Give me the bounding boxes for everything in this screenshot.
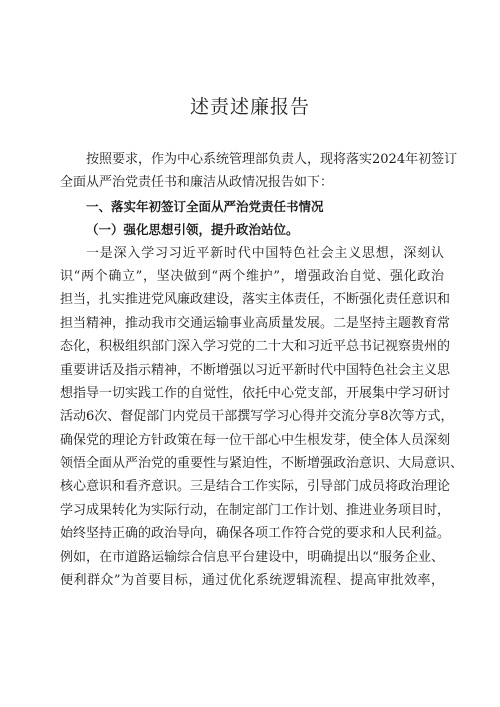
- document-body: [60, 148, 464, 592]
- body-line: 学习成果转化为实际行动，在制定部门工作计划、推进业务项目时，: [60, 502, 451, 518]
- body-line: 担当，扎实推进党风廉政建设，落实主体责任，不断强化责任意识和: [60, 292, 451, 308]
- subsection-heading: （一）强化思想引领，提升政治站位。: [86, 222, 299, 238]
- body-line: 想指导一切实践工作的自觉性，依托中心党支部，开展集中学习研讨: [60, 385, 451, 401]
- body-line: 按照要求，作为中心系统管理部负责人，现将落实2024年初签订: [86, 152, 458, 167]
- body-line: 例如，在市道路运输综合信息平台建设中，明确提出以“服务企业、: [60, 549, 444, 565]
- body-line: 重要讲话及指示精神，不断增强以习近平新时代中国特色社会主义思: [60, 362, 451, 378]
- body-line: 态化，积极组织部门深入学习党的二十大和习近平总书记视察贵州的: [60, 339, 451, 355]
- body-line: 一是深入学习习近平新时代中国特色社会主义思想，深刻认: [86, 245, 444, 261]
- body-line: 全面从严治党责任书和廉洁从政情况报告如下：: [60, 175, 334, 191]
- section-heading: 一、落实年初签订全面从严治党责任书情况: [86, 198, 324, 214]
- body-line: 核心意识和看齐意识。三是结合工作实际，引导部门成员将政治理论: [60, 479, 451, 495]
- body-line: 活动6次、督促部门内党员干部撰写学习心得并交流分享8次等方式，: [60, 409, 454, 425]
- body-line: 便利群众”为首要目标，通过优化系统逻辑流程、提高审批效率，: [60, 573, 444, 589]
- body-line: 确保党的理论方针政策在每一位干部心中生根发芽，使全体人员深刻: [60, 432, 451, 448]
- document-title: 述责述廉报告: [189, 96, 310, 118]
- body-line: 担当精神，推动我市交通运输事业高质量发展。二是坚持主题教育常: [60, 315, 451, 331]
- body-line: 始终坚持正确的政治导向，确保各项工作符合党的要求和人民利益。: [60, 526, 451, 542]
- body-line: 领悟全面从严治党的重要性与紧迫性，不断增强政治意识、大局意识、: [60, 456, 464, 472]
- body-line: 识“两个确立”，坚决做到“两个维护”，增强政治自觉、强化政治: [60, 268, 444, 284]
